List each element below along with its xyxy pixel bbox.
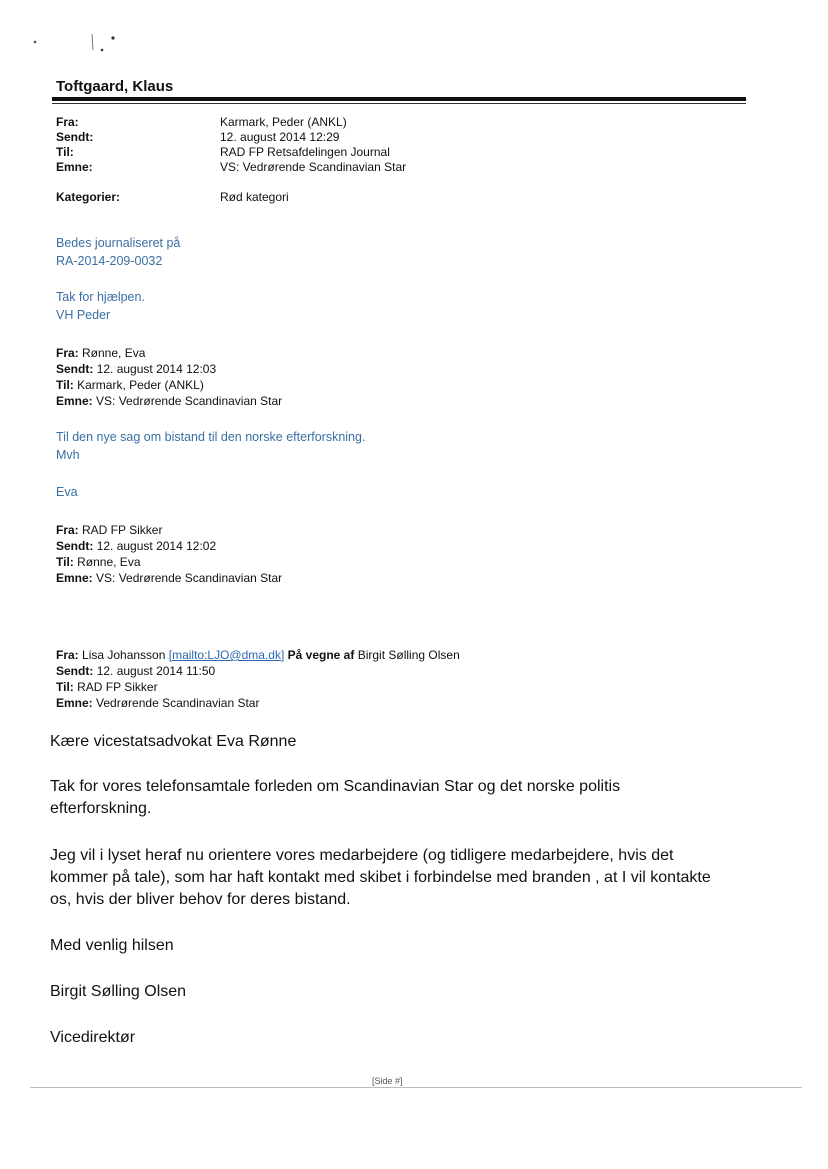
message1-thanks: Tak for hjælpen. xyxy=(56,290,145,304)
message2-signoff: Eva xyxy=(56,485,78,499)
subject-label: Emne: xyxy=(56,160,93,174)
quote1-from-label: Fra: xyxy=(56,346,79,360)
header-rule-thick xyxy=(52,97,746,101)
scan-marks xyxy=(30,28,120,58)
quote3-subject-label: Emne: xyxy=(56,696,93,710)
from-label: Fra: xyxy=(56,115,79,129)
quote3-on-behalf-value: Birgit Sølling Olsen xyxy=(357,648,460,662)
quote2-to-label: Til: xyxy=(56,555,74,569)
page-number-label: [Side #] xyxy=(372,1076,403,1086)
quote3-to-label: Til: xyxy=(56,680,74,694)
quote3-sent-label: Sendt: xyxy=(56,664,94,678)
quote2-header xyxy=(56,522,282,586)
quote2-subject-label: Emne: xyxy=(56,571,93,585)
quote3-mailto-link[interactable]: [mailto:LJO@dma.dk] xyxy=(168,648,285,662)
category-label: Kategorier: xyxy=(56,190,121,204)
quote3-sent-value: 12. august 2014 11:50 xyxy=(96,664,216,678)
sender-name: Toftgaard, Klaus xyxy=(56,78,174,95)
quote2-sent-value: 12. august 2014 12:02 xyxy=(96,539,217,553)
sent-label: Sendt: xyxy=(56,130,94,144)
quote2-sent-label: Sendt: xyxy=(56,539,94,553)
letter-closing: Med venlig hilsen xyxy=(50,937,174,954)
message1-line1: Bedes journaliseret på xyxy=(56,236,181,250)
quote3-to-value: RAD FP Sikker xyxy=(77,680,158,694)
quote3-subject-value: Vedrørende Scandinavian Star xyxy=(96,696,260,710)
quote3-on-behalf-label: På vegne af xyxy=(287,648,355,662)
from-value: Karmark, Peder (ANKL) xyxy=(220,115,347,129)
quote1-to-value: Karmark, Peder (ANKL) xyxy=(77,378,204,392)
letter-signer: Birgit Sølling Olsen xyxy=(50,983,187,1000)
quote2-from-label: Fra: xyxy=(56,523,79,537)
quote1-subject-label: Emne: xyxy=(56,394,93,408)
quote2-from-value: RAD FP Sikker xyxy=(82,523,163,537)
quote1-sent-label: Sendt: xyxy=(56,362,94,376)
quote1-header xyxy=(56,345,282,409)
header-rule-thin xyxy=(52,103,746,104)
message2-mvh: Mvh xyxy=(56,448,80,462)
quote1-sent-value: 12. august 2014 12:03 xyxy=(96,362,217,376)
sent-value: 12. august 2014 12:29 xyxy=(220,130,340,144)
quote1-from-value: Rønne, Eva xyxy=(82,346,146,360)
subject-value: VS: Vedrørende Scandinavian Star xyxy=(220,160,407,174)
to-value: RAD FP Retsafdelingen Journal xyxy=(220,145,390,159)
letter-paragraph-1: Tak for vores telefonsamtale forleden om Scandinavian Star og det norske politis efterforskning. xyxy=(50,778,621,817)
message1-case-number: RA-2014-209-0032 xyxy=(56,254,163,268)
message1-signoff: VH Peder xyxy=(56,308,111,322)
message2-line1: Til den nye sag om bistand til den norske efterforskning. xyxy=(56,430,366,444)
letter-signer-title: Vicedirektør xyxy=(50,1029,136,1046)
quote3-from-value: Lisa Johansson xyxy=(82,648,166,662)
letter-paragraph-2: Jeg vil i lyset heraf nu orientere vores medarbejdere (og tidligere medarbejdere, hvis det kommer på tale), som har haft kontakt med skibet i forbindelse med branden , at I vil kontakte os, hvis der bliver behov for deres bistand. xyxy=(50,847,711,908)
footer-rule xyxy=(30,1087,802,1088)
quote3-header xyxy=(56,647,460,711)
quote2-to-value: Rønne, Eva xyxy=(77,555,141,569)
quote1-subject-value: VS: Vedrørende Scandinavian Star xyxy=(96,394,283,408)
letter-salutation: Kære vicestatsadvokat Eva Rønne xyxy=(50,733,297,750)
to-label: Til: xyxy=(56,145,74,159)
category-value: Rød kategori xyxy=(220,190,289,204)
quote1-to-label: Til: xyxy=(56,378,74,392)
quote3-from-label: Fra: xyxy=(56,648,79,662)
quote2-subject-value: VS: Vedrørende Scandinavian Star xyxy=(96,571,283,585)
